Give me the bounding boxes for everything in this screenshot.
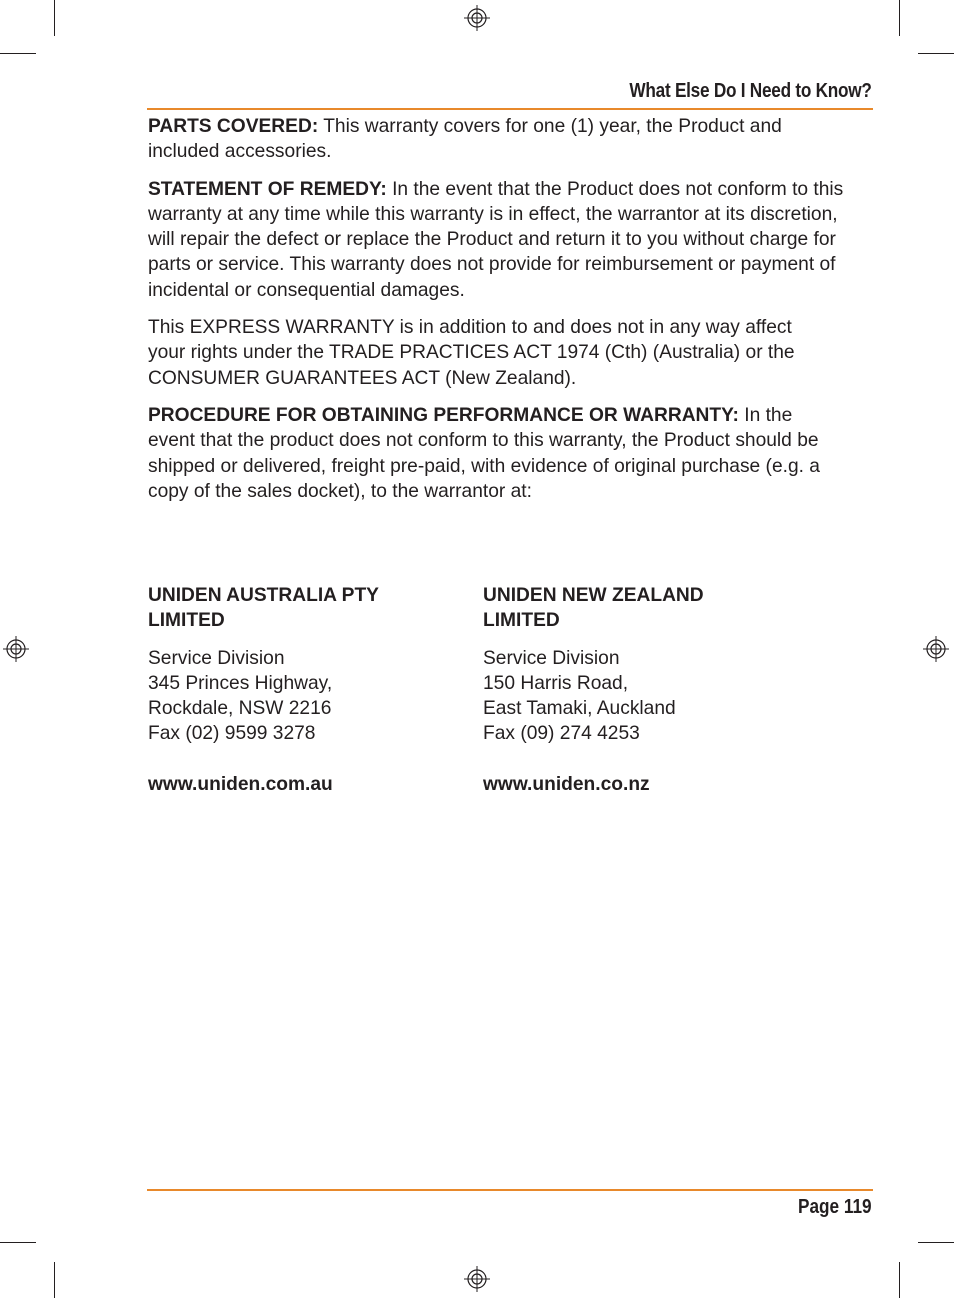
- crop-mark-bottom-left-v: [54, 1262, 55, 1298]
- address-new-zealand-url: www.uniden.co.nz: [483, 773, 650, 795]
- registration-mark-top-icon: [464, 5, 490, 31]
- crop-mark-bottom-left-h: [0, 1242, 36, 1243]
- address-line: Fax (02) 9599 3278: [148, 723, 316, 745]
- address-line: Fax (09) 274 4253: [483, 723, 640, 745]
- statement-of-remedy-text: In the event that the Product does not conform to this warranty at any time while this warranty is in effect, the warrantor at its discretion, will repair the defect or replace the Product and return it to you without charge for parts or service. This warranty does not provide for reimbursement or payment of incidental or consequential damages.: [148, 178, 844, 301]
- address-new-zealand-name-line2: LIMITED: [483, 610, 560, 632]
- registration-mark-right-icon: [923, 636, 949, 662]
- procedure-label: PROCEDURE FOR OBTAINING PERFORMANCE OR WARRANTY:: [148, 404, 739, 426]
- header-rule: [147, 108, 873, 110]
- address-australia-name: [148, 583, 468, 634]
- statement-of-remedy-paragraph: [148, 177, 848, 303]
- parts-covered-label: PARTS COVERED:: [148, 116, 319, 137]
- crop-mark-top-left-v: [54, 0, 55, 36]
- address-new-zealand-name-line1: UNIDEN NEW ZEALAND: [483, 585, 704, 606]
- express-warranty-paragraph: This EXPRESS WARRANTY is in addition to and does not in any way affect your rights under the TRADE PRACTICES ACT 1974 (Cth) (Australia) or the CONSUMER GUARANTEES ACT (New Zealand).: [148, 317, 795, 389]
- warranty-text: [148, 114, 848, 516]
- crop-mark-bottom-right-v: [899, 1262, 900, 1298]
- footer-rule: [147, 1189, 873, 1191]
- registration-mark-left-icon: [3, 636, 29, 662]
- page-header-title: What Else Do I Need to Know?: [629, 80, 872, 102]
- address-new-zealand-name: [483, 583, 803, 634]
- parts-covered-text: This warranty covers for one (1) year, the Product and included accessories.: [148, 116, 782, 163]
- address-line: 345 Princes Highway,: [148, 672, 333, 694]
- address-line: Rockdale, NSW 2216: [148, 698, 332, 720]
- statement-of-remedy-label: STATEMENT OF REMEDY:: [148, 178, 387, 200]
- address-australia-url: www.uniden.com.au: [148, 773, 333, 795]
- procedure-text: In the event that the product does not conform to this warranty, the Product should be shipped or delivered, freight pre-paid, with evidence of original purchase (e.g. a copy of the sales docket), to the warrantor at:: [148, 404, 820, 502]
- address-australia-name-line1: UNIDEN AUSTRALIA PTY: [148, 585, 379, 606]
- address-australia-name-line2: LIMITED: [148, 610, 225, 632]
- crop-mark-top-left-h: [0, 53, 36, 54]
- address-line: Service Division: [483, 647, 620, 669]
- page-number: Page 119: [798, 1196, 872, 1218]
- crop-mark-top-right-h: [918, 53, 954, 54]
- address-line: Service Division: [148, 647, 285, 669]
- address-line: 150 Harris Road,: [483, 672, 629, 694]
- registration-mark-bottom-icon: [464, 1266, 490, 1292]
- address-new-zealand: [483, 583, 803, 797]
- crop-mark-bottom-right-h: [918, 1242, 954, 1243]
- address-line: East Tamaki, Auckland: [483, 698, 676, 720]
- procedure-paragraph: [148, 403, 828, 504]
- address-australia-lines: [148, 646, 468, 747]
- crop-mark-top-right-v: [899, 0, 900, 36]
- parts-covered-paragraph: [148, 114, 848, 165]
- address-australia: [148, 583, 468, 797]
- address-new-zealand-lines: [483, 646, 803, 747]
